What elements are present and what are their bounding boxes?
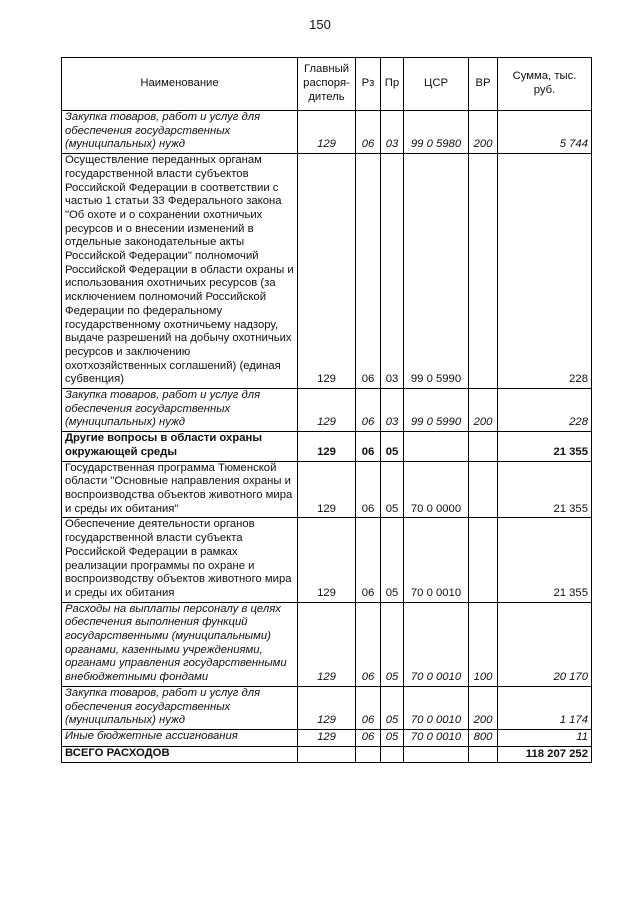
row-csr: 70 0 0010	[404, 686, 469, 729]
row-rz: 06	[356, 432, 381, 461]
row-sum: 21 355	[498, 518, 592, 602]
row-sum: 21 355	[498, 461, 592, 518]
table-row	[62, 432, 592, 461]
row-pr: 05	[381, 518, 404, 602]
row-gr: 129	[298, 389, 356, 432]
row-name: Иные бюджетные ассигнования	[62, 729, 298, 746]
row-name: Обеспечение деятельности органов государственной власти субъекта Российской Федерации в рамках реализации программы по охране и воспроизводству объектов животного мира и среды их обитания	[62, 518, 298, 602]
row-vr	[469, 518, 498, 602]
row-csr: 99 0 5990	[404, 389, 469, 432]
row-rz: 06	[356, 518, 381, 602]
row-gr: 129	[298, 518, 356, 602]
header-vr: ВР	[469, 58, 498, 111]
row-name: Осуществление переданных органам государственной власти субъектов Российской Федерации в соответствии с частью 1 статьи 33 Федерального закона "Об охоте и о сохранении охотничьих ресурсов и о внесении изменений в отдельные законодательные акты Российской Федерации" полномочий Российской Федерации в области охраны и использования охотничьих ресурсов (за исключением полномочий Российской Федерации по федеральному государственному охотничьему надзору, выдаче разрешений на добычу охотничьих ресурсов и заключению охотхозяйственных соглашений) (единая субвенция)	[62, 154, 298, 389]
row-gr: 129	[298, 686, 356, 729]
row-rz: 06	[356, 602, 381, 686]
row-csr	[404, 432, 469, 461]
table-row	[62, 729, 592, 746]
table-row	[62, 154, 592, 389]
row-sum: 20 170	[498, 602, 592, 686]
row-vr	[469, 461, 498, 518]
row-vr: 800	[469, 729, 498, 746]
row-csr: 99 0 5980	[404, 111, 469, 154]
table-row	[62, 602, 592, 686]
table-header-row	[62, 58, 592, 111]
row-rz: 06	[356, 111, 381, 154]
header-sum: Сумма, тыс. руб.	[498, 58, 592, 111]
row-vr: 100	[469, 602, 498, 686]
table-row	[62, 389, 592, 432]
row-sum: 11	[498, 729, 592, 746]
row-gr: 129	[298, 602, 356, 686]
header-main-manager: Главный распоря-дитель	[298, 58, 356, 111]
row-pr: 03	[381, 111, 404, 154]
row-csr: 99 0 5990	[404, 154, 469, 389]
row-sum: 228	[498, 389, 592, 432]
row-rz: 06	[356, 729, 381, 746]
table-row	[62, 111, 592, 154]
header-rz: Рз	[356, 58, 381, 111]
row-pr: 05	[381, 729, 404, 746]
row-gr: 129	[298, 432, 356, 461]
row-name: Другие вопросы в области охраны окружающей среды	[62, 432, 298, 461]
header-csr: ЦСР	[404, 58, 469, 111]
row-sum: 1 174	[498, 686, 592, 729]
row-vr: 200	[469, 389, 498, 432]
header-pr: Пр	[381, 58, 404, 111]
row-pr: 03	[381, 389, 404, 432]
row-rz: 06	[356, 154, 381, 389]
total-sum: 118 207 252	[498, 746, 592, 763]
row-gr: 129	[298, 154, 356, 389]
row-csr: 70 0 0000	[404, 461, 469, 518]
row-rz: 06	[356, 389, 381, 432]
row-name: Закупка товаров, работ и услуг для обеспечения государственных (муниципальных) нужд	[62, 686, 298, 729]
row-rz: 06	[356, 686, 381, 729]
row-vr: 200	[469, 111, 498, 154]
table-row	[62, 686, 592, 729]
row-pr: 05	[381, 432, 404, 461]
total-label: ВСЕГО РАСХОДОВ	[62, 746, 298, 763]
row-name: Расходы на выплаты персоналу в целях обеспечения выполнения функций государственными (муниципальными) органами, казенными учреждениями, органами управления государственными внебюджетными фондами	[62, 602, 298, 686]
row-pr: 05	[381, 686, 404, 729]
table-row	[62, 461, 592, 518]
table-row	[62, 518, 592, 602]
row-vr: 200	[469, 686, 498, 729]
row-pr: 05	[381, 602, 404, 686]
row-name: Закупка товаров, работ и услуг для обеспечения государственных (муниципальных) нужд	[62, 389, 298, 432]
row-csr: 70 0 0010	[404, 729, 469, 746]
row-rz: 06	[356, 461, 381, 518]
row-sum: 228	[498, 154, 592, 389]
row-sum: 5 744	[498, 111, 592, 154]
row-vr	[469, 154, 498, 389]
total-row	[62, 746, 592, 763]
page-number: 150	[309, 17, 331, 32]
row-gr: 129	[298, 729, 356, 746]
row-sum: 21 355	[498, 432, 592, 461]
row-pr: 05	[381, 461, 404, 518]
row-gr: 129	[298, 111, 356, 154]
row-vr	[469, 432, 498, 461]
row-csr: 70 0 0010	[404, 602, 469, 686]
header-name: Наименование	[62, 58, 298, 111]
row-name: Государственная программа Тюменской области "Основные направления охраны и воспроизводства объектов животного мира и среды их обитания"	[62, 461, 298, 518]
budget-table	[61, 57, 592, 763]
row-pr: 03	[381, 154, 404, 389]
row-gr: 129	[298, 461, 356, 518]
row-csr: 70 0 0010	[404, 518, 469, 602]
row-name: Закупка товаров, работ и услуг для обеспечения государственных (муниципальных) нужд	[62, 111, 298, 154]
